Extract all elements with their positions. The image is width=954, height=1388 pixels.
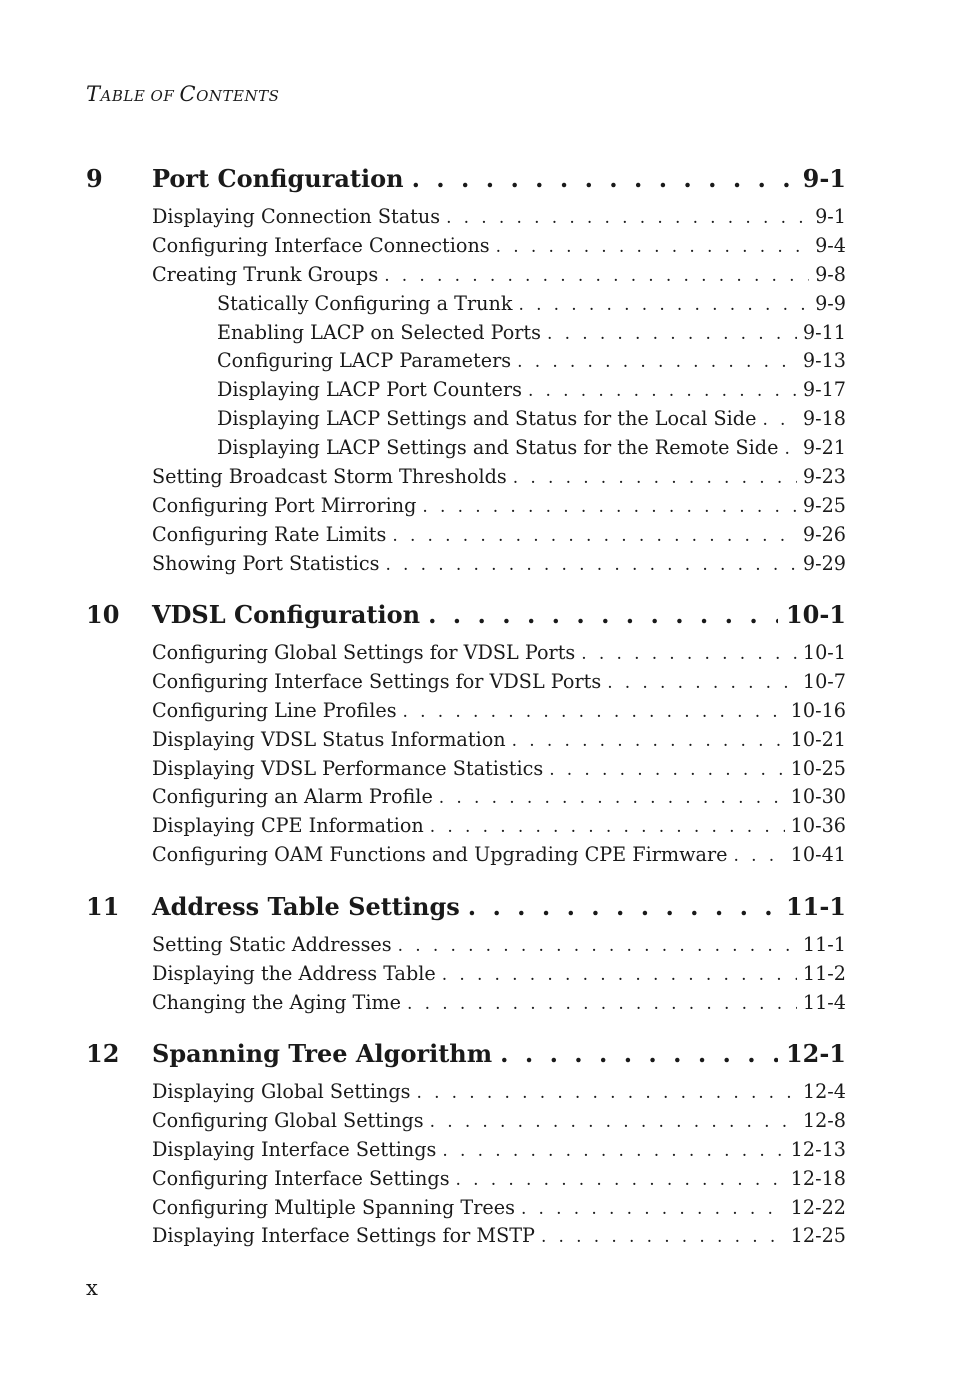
- dot-leader: [439, 788, 785, 808]
- entry-title: Configuring Line Profiles: [152, 698, 397, 722]
- entry-page-number: 10-1: [802, 641, 846, 664]
- entry-page-number: 9-26: [802, 522, 846, 546]
- entry-page-number: 9-11: [802, 320, 846, 344]
- entry-page-number: 9-25: [802, 493, 846, 517]
- entry-title: Displaying LACP Settings and Status for the Local Side: [217, 407, 757, 431]
- chapter-number: 10: [86, 600, 120, 629]
- toc-subsection-entry[interactable]: [217, 436, 846, 465]
- entry-title: Configuring Port Mirroring: [152, 493, 417, 517]
- dot-leader: [518, 295, 809, 315]
- entry-page-number: 12-4: [802, 1080, 846, 1103]
- toc-subsection-entry[interactable]: [217, 378, 846, 407]
- chapter-page-number: 10-1: [785, 600, 846, 629]
- dot-leader: [392, 526, 797, 546]
- entry-page-number: 9-23: [802, 465, 846, 489]
- toc-subsection-entry[interactable]: [217, 292, 846, 321]
- entry-page-number: 9-18: [802, 407, 846, 431]
- toc-section-entry[interactable]: [152, 494, 846, 523]
- entry-title: Showing Port Statistics: [152, 551, 380, 575]
- entry-title: Configuring Global Settings: [152, 1108, 424, 1132]
- dot-leader: [500, 1039, 778, 1068]
- dot-leader: [430, 817, 785, 837]
- entry-title: Statically Configuring a Trunk: [217, 291, 513, 315]
- toc-chapter: [86, 892, 846, 1020]
- entry-page-number: 10-41: [790, 843, 846, 867]
- entry-title: Displaying VDSL Performance Statistics: [152, 756, 544, 780]
- entry-title: Configuring LACP Parameters: [217, 349, 512, 373]
- entry-title: Configuring Rate Limits: [152, 522, 387, 546]
- dot-leader: [541, 1227, 785, 1247]
- chapter-title: Address Table Settings: [152, 892, 460, 921]
- entry-page-number: 10-21: [790, 727, 846, 751]
- entry-title: Enabling LACP on Selected Ports: [217, 320, 541, 344]
- entry-title: Displaying the Address Table: [152, 961, 436, 985]
- entry-title: Configuring Interface Settings for VDSL Ports: [152, 669, 602, 693]
- toc-chapter: [86, 164, 846, 581]
- running-head-c-rest: ONTENTS: [196, 87, 280, 105]
- dot-leader: [385, 555, 796, 575]
- chapter-heading[interactable]: [86, 892, 846, 928]
- entry-page-number: 10-36: [790, 814, 846, 838]
- entry-page-number: 12-18: [790, 1166, 846, 1190]
- toc-subsection-entry[interactable]: [217, 349, 846, 378]
- chapter-heading[interactable]: [86, 600, 846, 636]
- entry-page-number: 12-13: [790, 1137, 846, 1161]
- toc-section-entry[interactable]: [152, 234, 846, 263]
- dot-leader: [422, 497, 797, 517]
- running-head: [86, 82, 279, 106]
- dot-leader: [456, 1170, 785, 1190]
- toc-chapter: [86, 600, 846, 872]
- entry-title: Displaying CPE Information: [152, 814, 424, 838]
- running-head-t-cap: T: [86, 82, 101, 106]
- toc-section-entry[interactable]: [152, 757, 846, 786]
- dot-leader: [581, 644, 797, 664]
- entry-page-number: 9-4: [815, 233, 846, 257]
- chapter-page-number: 11-1: [785, 892, 846, 921]
- toc-chapter: [86, 1039, 846, 1253]
- toc-section-entry[interactable]: [152, 1167, 846, 1196]
- entry-title: Displaying Interface Settings: [152, 1137, 437, 1161]
- toc-section-entry[interactable]: [152, 1196, 846, 1225]
- chapter-number: 12: [86, 1039, 120, 1068]
- entry-title: Displaying LACP Settings and Status for the Remote Side: [217, 436, 779, 460]
- chapter-title: Port Configuration: [152, 164, 404, 193]
- toc-section-entry[interactable]: [152, 523, 846, 552]
- chapter-number: 11: [86, 892, 120, 921]
- toc-section-entry[interactable]: [152, 263, 846, 292]
- dot-leader: [398, 936, 797, 956]
- dot-leader: [407, 994, 797, 1014]
- dot-leader: [547, 324, 797, 344]
- entry-title: Setting Static Addresses: [152, 933, 392, 956]
- entry-title: Setting Broadcast Storm Thresholds: [152, 465, 507, 489]
- entry-page-number: 10-30: [790, 785, 846, 809]
- toc-section-entry[interactable]: [152, 641, 846, 670]
- toc-section-entry[interactable]: [152, 843, 846, 872]
- dot-leader: [784, 439, 796, 459]
- dot-leader: [416, 1083, 796, 1103]
- dot-leader: [430, 1112, 797, 1132]
- entry-title: Configuring Interface Settings: [152, 1166, 450, 1190]
- chapter-title: VDSL Configuration: [152, 600, 421, 629]
- section-list: [86, 205, 846, 581]
- toc-section-entry[interactable]: [152, 670, 846, 699]
- dot-leader: [403, 702, 785, 722]
- toc-section-entry[interactable]: [152, 962, 846, 991]
- entry-page-number: 11-1: [802, 933, 846, 956]
- chapter-page-number: 12-1: [785, 1039, 846, 1068]
- toc-section-entry[interactable]: [152, 933, 846, 962]
- dot-leader: [446, 208, 809, 228]
- toc-section-entry[interactable]: [152, 1138, 846, 1167]
- dot-leader: [468, 892, 778, 921]
- page-folio: x: [86, 1276, 98, 1300]
- entry-page-number: 10-25: [790, 756, 846, 780]
- dot-leader: [512, 731, 785, 751]
- dot-leader: [521, 1199, 785, 1219]
- entry-page-number: 12-25: [790, 1224, 846, 1248]
- entry-page-number: 9-8: [815, 262, 846, 286]
- toc-section-entry[interactable]: [152, 1109, 846, 1138]
- entry-page-number: 10-7: [802, 669, 846, 693]
- dot-leader: [517, 352, 797, 372]
- toc-subsection-entry[interactable]: [217, 407, 846, 436]
- entry-page-number: 12-22: [790, 1195, 846, 1219]
- toc-section-entry[interactable]: [152, 785, 846, 814]
- entry-title: Configuring Interface Connections: [152, 233, 490, 257]
- dot-leader: [384, 266, 809, 286]
- dot-leader: [412, 164, 795, 193]
- dot-leader: [428, 600, 778, 629]
- toc-section-entry[interactable]: [152, 465, 846, 494]
- entry-page-number: 9-17: [802, 378, 846, 402]
- dot-leader: [496, 237, 809, 257]
- entry-page-number: 9-13: [802, 349, 846, 373]
- toc-section-entry[interactable]: [152, 1224, 846, 1253]
- chapter-number: 9: [86, 164, 103, 193]
- entry-page-number: 9-29: [802, 551, 846, 575]
- entry-title: Displaying VDSL Status Information: [152, 727, 506, 751]
- toc-section-entry[interactable]: [152, 728, 846, 757]
- dot-leader: [549, 760, 784, 780]
- chapter-heading[interactable]: [86, 1039, 846, 1075]
- entry-page-number: 11-2: [802, 961, 846, 985]
- dot-leader: [762, 410, 796, 430]
- entry-title: Configuring Global Settings for VDSL Ports: [152, 641, 576, 664]
- dot-leader: [442, 1141, 784, 1161]
- entry-title: Configuring Multiple Spanning Trees: [152, 1195, 515, 1219]
- toc-section-entry[interactable]: [152, 699, 846, 728]
- dot-leader: [442, 965, 797, 985]
- section-list: [86, 933, 846, 1020]
- toc-section-entry[interactable]: [152, 991, 846, 1020]
- entry-title: Configuring OAM Functions and Upgrading CPE Firmware: [152, 843, 728, 867]
- entry-title: Displaying Global Settings: [152, 1080, 411, 1103]
- toc-section-entry[interactable]: [152, 814, 846, 843]
- toc-section-entry[interactable]: [152, 1080, 846, 1109]
- toc-subsection-entry[interactable]: [217, 321, 846, 350]
- entry-title: Displaying Interface Settings for MSTP: [152, 1224, 535, 1248]
- toc-section-entry[interactable]: [152, 205, 846, 234]
- entry-page-number: 9-9: [815, 291, 846, 315]
- entry-page-number: 9-21: [802, 436, 846, 460]
- dot-leader: [733, 846, 784, 866]
- chapter-heading[interactable]: [86, 164, 846, 200]
- chapter-page-number: 9-1: [802, 164, 846, 193]
- section-list: [86, 1080, 846, 1253]
- running-head-c-cap: C: [179, 82, 197, 106]
- entry-page-number: 10-16: [790, 698, 846, 722]
- toc-section-entry[interactable]: [152, 552, 846, 581]
- entry-page-number: 9-1: [815, 205, 846, 228]
- entry-title: Displaying Connection Status: [152, 205, 441, 228]
- entry-title: Displaying LACP Port Counters: [217, 378, 522, 402]
- entry-title: Changing the Aging Time: [152, 990, 402, 1014]
- dot-leader: [607, 673, 797, 693]
- dot-leader: [513, 468, 797, 488]
- running-head-t-rest: ABLE OF: [100, 87, 180, 105]
- section-list: [86, 641, 846, 872]
- entry-title: Configuring an Alarm Profile: [152, 785, 433, 809]
- entry-page-number: 12-8: [802, 1108, 846, 1132]
- entry-page-number: 11-4: [802, 990, 846, 1014]
- dot-leader: [528, 381, 797, 401]
- chapter-title: Spanning Tree Algorithm: [152, 1039, 493, 1068]
- entry-title: Creating Trunk Groups: [152, 262, 379, 286]
